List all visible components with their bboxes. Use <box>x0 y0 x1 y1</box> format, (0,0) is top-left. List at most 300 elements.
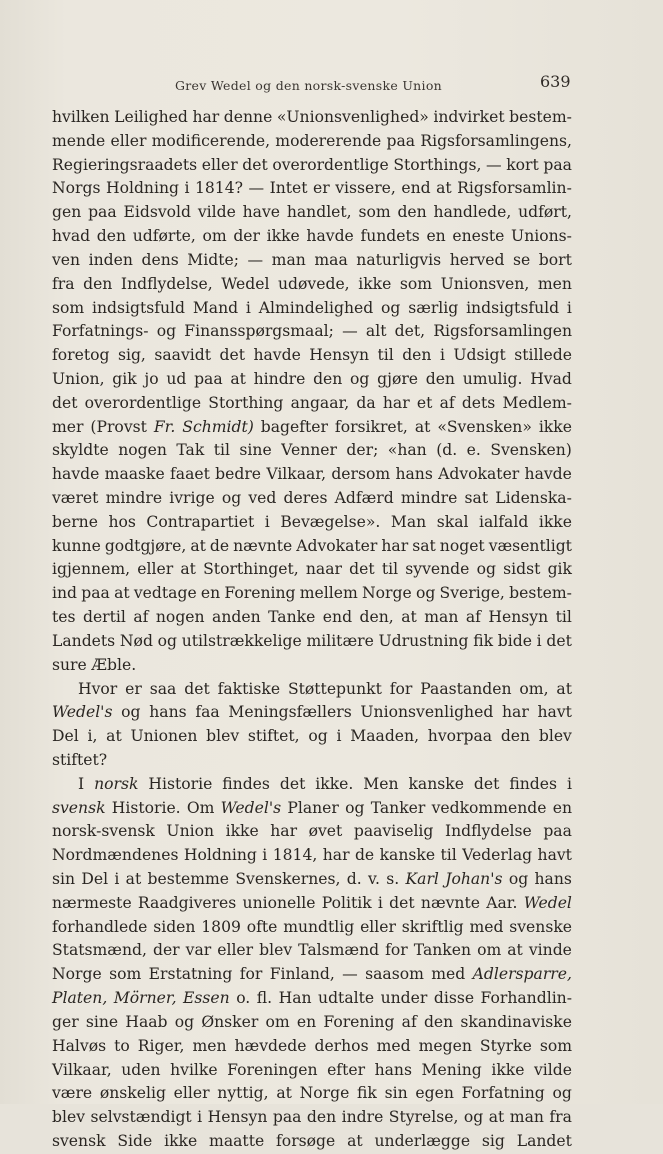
word: — <box>486 155 502 174</box>
word: 1814, <box>272 846 318 865</box>
word: hans <box>149 703 187 722</box>
text-line <box>52 511 572 535</box>
word <box>114 987 177 1011</box>
word: at <box>347 1131 363 1150</box>
word: d. <box>346 870 362 888</box>
word: er <box>125 679 142 698</box>
word: vedkommende <box>431 798 547 817</box>
text-line <box>52 582 572 606</box>
text-line <box>52 820 572 844</box>
word: det <box>242 155 268 174</box>
word: ud <box>166 369 187 388</box>
word: «Svensken» <box>437 417 532 436</box>
word: faa <box>195 703 220 722</box>
word: den <box>500 727 531 746</box>
word: godtgjøre, <box>104 536 187 555</box>
word: den <box>96 227 127 246</box>
word: Rigsforsamlingens, <box>420 131 572 150</box>
word: hans <box>534 870 572 888</box>
word: v. <box>368 870 380 888</box>
word: Holdning <box>183 846 257 865</box>
word: den <box>313 369 343 388</box>
text-line <box>52 725 572 749</box>
italic-name: Essen <box>183 989 230 1008</box>
word: Union, <box>52 369 105 388</box>
text-line <box>52 749 572 773</box>
word: Om <box>186 798 215 817</box>
word: paa <box>543 155 572 174</box>
word: Norge <box>362 584 412 603</box>
text-line <box>52 1130 572 1154</box>
word: Hensyn <box>488 608 549 627</box>
word: man <box>424 608 459 627</box>
word: stiftet? <box>52 750 108 769</box>
word: Halvøs <box>52 1036 107 1055</box>
word: at <box>276 1084 292 1103</box>
word: mende <box>52 131 106 150</box>
word: Finansspørgsmaal; <box>184 322 334 341</box>
word: af <box>465 608 481 627</box>
text-line <box>52 916 572 940</box>
word: gen <box>52 203 82 222</box>
word: Del <box>81 870 109 888</box>
word: Unions- <box>511 227 572 246</box>
word: — <box>247 250 264 269</box>
word: i <box>439 346 445 365</box>
word: Planer <box>287 798 339 817</box>
word: overordentlige <box>272 155 389 174</box>
text-line <box>52 939 572 963</box>
word: end <box>322 608 353 627</box>
word: at <box>507 941 523 960</box>
word: Advokater <box>438 465 520 484</box>
word: sin <box>52 870 76 888</box>
word: Ønsker <box>201 1012 259 1031</box>
word: Hvad <box>530 369 572 388</box>
word: skal <box>436 512 469 531</box>
word: i <box>566 774 572 793</box>
word: i <box>377 893 383 912</box>
word: findes <box>222 774 270 793</box>
word: sidst <box>503 560 541 579</box>
word: at <box>125 870 142 888</box>
text-line <box>52 463 572 487</box>
text-line <box>52 1035 572 1059</box>
word: ikke <box>164 1131 198 1150</box>
word: fundets <box>360 227 420 246</box>
word: berne <box>52 512 98 531</box>
italic-name: Wedel's <box>220 798 282 817</box>
word: udførte, <box>132 227 196 246</box>
word: sat <box>412 536 436 555</box>
word: dersom <box>331 465 391 484</box>
word: end <box>401 179 431 198</box>
word: Paastanden <box>420 679 512 698</box>
word: herved <box>449 250 505 269</box>
word: indsigtsfuld <box>91 298 186 317</box>
word: som <box>109 965 142 984</box>
word: udtalte <box>318 989 375 1008</box>
word: hvorpaa <box>427 727 493 746</box>
word: og <box>415 584 436 603</box>
word <box>445 868 502 892</box>
word: de <box>354 846 375 865</box>
word: derhos <box>314 1036 369 1055</box>
word: den <box>397 203 427 222</box>
word: Historie. <box>111 798 181 817</box>
word: Maaden, <box>350 727 420 746</box>
word: gjøre <box>377 369 419 388</box>
word: Norge <box>299 1084 350 1103</box>
word: Side <box>117 1131 153 1150</box>
word: fik <box>357 1084 377 1103</box>
word: igjennem, <box>52 560 131 579</box>
word: og <box>156 322 177 341</box>
text-line <box>52 1059 572 1083</box>
word: Udrustning <box>378 631 469 650</box>
word: i <box>262 846 268 865</box>
word: hvad <box>52 227 91 246</box>
word: særlig <box>408 298 459 317</box>
word: har <box>192 108 220 126</box>
word: sat <box>464 489 489 507</box>
word: at <box>190 536 206 555</box>
word: Politik <box>321 893 372 912</box>
word: se <box>513 250 531 269</box>
word: det <box>184 679 210 698</box>
word: har <box>322 846 350 865</box>
text-line <box>52 154 572 178</box>
word: udført, <box>518 203 572 222</box>
text-line <box>52 249 572 273</box>
text-line <box>52 892 572 916</box>
word: og <box>345 798 365 817</box>
word: med <box>431 965 466 984</box>
word: fik <box>473 631 494 650</box>
word: det <box>52 393 78 412</box>
word: bestemme <box>147 870 230 888</box>
word: paaviselig <box>353 822 434 841</box>
running-head: Grev Wedel og den norsk-svenske Union <box>175 78 443 93</box>
word: Forening <box>323 1012 395 1031</box>
word: eller <box>110 131 147 150</box>
word: efter <box>327 1060 366 1079</box>
word: foretog <box>52 346 110 365</box>
word: at <box>436 179 452 198</box>
word: have <box>242 203 281 222</box>
text-line <box>52 392 572 416</box>
word: handlet, <box>286 203 352 222</box>
word: ikke <box>266 227 300 246</box>
word: Holdning <box>105 179 179 198</box>
word: skyldte <box>52 441 109 460</box>
text-line <box>52 606 572 630</box>
word: i, <box>87 727 98 746</box>
word: man <box>509 1108 544 1127</box>
text-line <box>52 535 572 559</box>
word: (d. <box>436 441 458 460</box>
body-text <box>52 106 572 1154</box>
word: skandinaviske <box>460 1012 572 1031</box>
word: i <box>566 298 572 317</box>
word: være <box>52 1084 93 1103</box>
word: syvende <box>405 560 470 579</box>
word: modificerende, <box>151 131 271 150</box>
word: som <box>52 298 85 317</box>
word: Statsmænd, <box>52 941 147 960</box>
italic-name: Mörner, <box>113 989 177 1008</box>
italic-name: Karl <box>405 870 439 888</box>
word <box>52 987 107 1011</box>
word: Mening <box>421 1060 482 1079</box>
word: Adfærd <box>334 489 394 507</box>
word: kanske <box>379 846 436 865</box>
text-line <box>52 1106 572 1130</box>
word: under <box>380 989 428 1008</box>
word: bagefter <box>260 417 328 436</box>
italic-name: Platen, <box>52 989 108 1008</box>
word: Finland, <box>269 965 335 984</box>
word: eller <box>201 155 238 174</box>
word: bestem- <box>509 584 572 603</box>
text-line <box>52 678 572 702</box>
word: forsøge <box>276 1131 336 1150</box>
word: Forfatning <box>461 1084 545 1103</box>
text-line <box>52 297 572 321</box>
text-line <box>52 130 572 154</box>
italic-name: Johan's <box>445 870 503 888</box>
word: som <box>539 1036 572 1055</box>
word: øvet <box>308 822 343 841</box>
word: jo <box>144 369 159 388</box>
word: Storthing <box>208 393 284 412</box>
word: indsigtsfuld <box>466 298 560 317</box>
word: til <box>213 441 230 460</box>
word: ofte <box>246 917 278 936</box>
word: for <box>389 679 413 698</box>
word: og <box>221 489 242 507</box>
word: Styrelse, <box>388 1108 459 1127</box>
word: og <box>308 727 328 746</box>
word: nævnte <box>233 536 293 555</box>
word: Erstatning <box>148 965 233 984</box>
text-line <box>52 558 572 582</box>
word: disse <box>433 989 475 1008</box>
word: eller <box>173 1084 210 1103</box>
word: ger <box>52 1012 79 1031</box>
word: hvilken <box>52 108 110 126</box>
word: Leilighed <box>114 108 188 126</box>
word: i <box>114 870 120 888</box>
word: paa <box>386 131 416 150</box>
word: havt <box>537 846 572 865</box>
word <box>154 416 176 440</box>
word: den <box>425 369 455 388</box>
word: vedtage <box>133 584 197 603</box>
word: Indflydelse, <box>120 274 213 293</box>
word: havde <box>253 346 301 365</box>
word: dets <box>461 393 496 412</box>
word: til <box>377 346 394 365</box>
word <box>221 797 281 821</box>
word: s. <box>386 870 400 888</box>
word: den <box>402 346 432 365</box>
word: angaar, <box>290 393 350 412</box>
word: umulig. <box>462 369 523 388</box>
word: nogen <box>118 441 167 460</box>
italic-name: svensk <box>52 798 106 817</box>
word: bort <box>538 250 572 269</box>
word: Vilkaar, <box>266 465 327 484</box>
word: unionelle <box>242 893 316 912</box>
text-line <box>52 844 572 868</box>
word: Regieringsraadets <box>52 155 198 174</box>
text-line <box>52 963 572 987</box>
word: Talsmænd <box>298 941 380 960</box>
word: til <box>555 608 572 627</box>
word: naar <box>305 560 342 579</box>
word: og <box>350 369 370 388</box>
word: Del <box>52 727 79 746</box>
word: — <box>342 322 358 341</box>
word: uden <box>121 1060 161 1079</box>
word: megen <box>418 1036 472 1055</box>
text-line <box>52 368 572 392</box>
word: faktiske <box>217 679 281 698</box>
word: havde <box>524 465 572 484</box>
word: men <box>537 274 572 293</box>
word: om <box>265 1012 290 1031</box>
italic-name: Schmidt) <box>182 417 254 436</box>
word: der; <box>346 441 379 460</box>
word: Wedel <box>221 274 270 293</box>
word: vissere, <box>335 179 396 198</box>
word: anden <box>212 608 261 627</box>
word: Tanken <box>413 941 472 960</box>
word: Støttepunkt <box>287 679 382 698</box>
word: Rigsforsamlin- <box>457 179 572 198</box>
word: det <box>349 560 375 579</box>
word: og <box>121 703 141 722</box>
word: og <box>174 1012 195 1031</box>
word: af <box>439 393 455 412</box>
word <box>406 868 439 892</box>
word: Midte; <box>187 250 239 269</box>
text-line <box>52 654 572 678</box>
word: og <box>476 560 496 579</box>
word: Unionen <box>130 727 198 746</box>
word: Mand <box>192 298 239 317</box>
word: hans <box>395 465 433 484</box>
word: Foreningen <box>227 1060 318 1079</box>
word: Lidenska- <box>495 489 572 507</box>
word: gik <box>112 369 137 388</box>
word: militære <box>306 631 374 650</box>
word: udøvede, <box>278 274 350 293</box>
word: vilde <box>534 1060 572 1079</box>
word: hans <box>374 1060 412 1079</box>
word: stillede <box>514 346 572 365</box>
word: hvilke <box>170 1060 218 1079</box>
word: har <box>381 536 409 555</box>
word: Raadgiveres <box>137 893 237 912</box>
word: eller <box>360 917 396 936</box>
word: blev <box>538 727 572 746</box>
word: Norgs <box>52 179 101 198</box>
word: at <box>401 608 417 627</box>
word: Svensken) <box>490 441 572 460</box>
word: i <box>264 512 270 531</box>
italic-name: Wedel's <box>52 703 113 722</box>
word: 1809 <box>201 917 241 936</box>
word: 1814? <box>194 179 243 198</box>
word: ikke <box>358 274 392 293</box>
word: havde <box>52 465 100 484</box>
word: saa <box>149 679 177 698</box>
italic-name: norsk <box>94 774 139 793</box>
word: Vilkaar, <box>52 1060 112 1079</box>
word: eller <box>217 941 254 960</box>
word: (Provst <box>90 417 147 436</box>
word: havt <box>537 703 572 722</box>
word: Svenskernes, <box>235 870 341 888</box>
word: vinde <box>528 941 572 960</box>
word: mellem <box>299 584 358 603</box>
word: siden <box>153 917 196 936</box>
word: om, <box>519 679 549 698</box>
word: dertil <box>82 608 126 627</box>
text-line <box>52 1082 572 1106</box>
word <box>183 987 230 1011</box>
word: findes <box>509 774 557 793</box>
word: ved <box>248 489 277 507</box>
word: at <box>556 679 572 698</box>
word: hindre <box>253 369 306 388</box>
word: og <box>463 1108 484 1127</box>
word: Almindelighed <box>258 298 374 317</box>
word: i <box>184 179 190 198</box>
word: paa <box>272 1108 302 1127</box>
word: handlede, <box>433 203 512 222</box>
word: Udsigt <box>453 346 506 365</box>
word: Forening <box>224 584 296 603</box>
word: bide <box>497 631 532 650</box>
word: egen <box>415 1084 454 1103</box>
word: Sverige, <box>439 584 505 603</box>
word: at <box>230 369 246 388</box>
word: ind <box>52 584 78 603</box>
word: Meningsfællers <box>228 703 352 722</box>
word: et <box>416 393 433 412</box>
word: kort <box>506 155 539 174</box>
word: «Unionsvenlighed» <box>276 108 429 126</box>
word: underlægge <box>374 1131 471 1150</box>
word: eneste <box>452 227 505 246</box>
word: Riger, <box>137 1036 185 1055</box>
word: det <box>546 631 572 650</box>
word: indre <box>341 1108 384 1127</box>
word: mindre <box>400 489 458 507</box>
text-line <box>52 987 572 1011</box>
word: ikke <box>491 1060 525 1079</box>
word: en <box>426 227 446 246</box>
word: modererende <box>275 131 382 150</box>
italic-name: Adlersparre, <box>472 965 572 984</box>
word: om <box>477 941 502 960</box>
word: o. <box>236 989 251 1008</box>
word: forsikret, <box>334 417 408 436</box>
text-line <box>52 1011 572 1035</box>
